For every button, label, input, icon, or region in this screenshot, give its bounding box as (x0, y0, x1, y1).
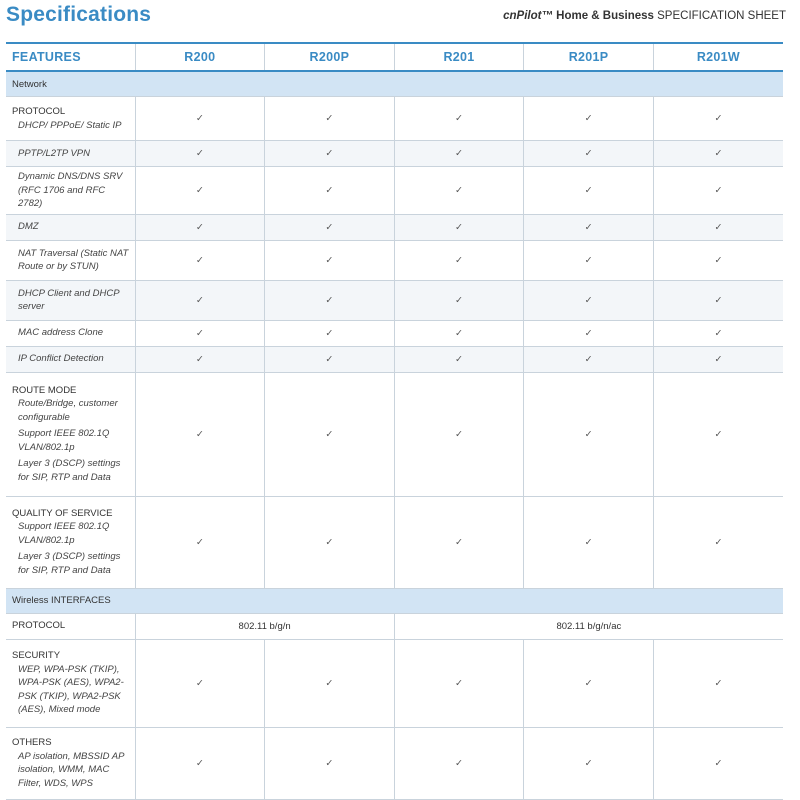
check-icon: ✓ (394, 280, 524, 320)
check-icon: ✓ (265, 639, 395, 727)
sheet-title (503, 10, 786, 22)
check-icon: ✓ (524, 240, 654, 280)
feature-cell (6, 280, 135, 320)
check-icon: ✓ (135, 280, 265, 320)
feature-heading: QUALITY OF SERVICE (12, 507, 113, 519)
feature-item: MAC address Clone (18, 327, 104, 339)
feature-item: DMZ (18, 221, 39, 233)
feature-heading: ROUTE MODE (12, 384, 77, 396)
feature-heading: PROTOCOL (12, 620, 66, 632)
check-icon: ✓ (394, 167, 524, 215)
check-icon: ✓ (265, 141, 395, 167)
check-icon: ✓ (653, 214, 783, 240)
check-icon: ✓ (524, 639, 654, 727)
table-row (6, 320, 783, 346)
check-icon: ✓ (394, 727, 524, 799)
check-icon: ✓ (265, 727, 395, 799)
check-icon: ✓ (653, 727, 783, 799)
feature-item: WEP, WPA-PSK (TKIP), WPA-PSK (AES), WPA2-PSK (TKIP), WPA2-PSK (AES), Mixed mode (18, 663, 124, 716)
check-icon: ✓ (135, 141, 265, 167)
check-icon: ✓ (394, 320, 524, 346)
check-icon: ✓ (265, 372, 395, 496)
sheet-label: SPECIFICATION SHEET (657, 10, 786, 22)
check-icon: ✓ (524, 346, 654, 372)
check-icon: ✓ (265, 320, 395, 346)
model-header: R200P (265, 43, 395, 71)
check-icon: ✓ (135, 240, 265, 280)
table-row (6, 167, 783, 215)
feature-item: DHCP Client and DHCP server (18, 287, 120, 312)
check-icon: ✓ (135, 320, 265, 346)
feature-heading: OTHERS (12, 737, 52, 748)
brand-line: Home & Business (556, 10, 654, 22)
section-wireless (6, 588, 783, 613)
table-row-qos (6, 496, 783, 588)
check-icon: ✓ (394, 372, 524, 496)
table-header-row (6, 43, 783, 71)
section-label: Wireless INTERFACES (6, 588, 783, 613)
table-row (6, 280, 783, 320)
feature-cell (6, 320, 135, 346)
feature-cell (6, 727, 135, 799)
feature-item: Route/Bridge, customer configurable (18, 398, 118, 423)
check-icon: ✓ (394, 496, 524, 588)
check-icon: ✓ (135, 639, 265, 727)
model-header: R200 (135, 43, 265, 71)
check-icon: ✓ (394, 240, 524, 280)
check-icon: ✓ (524, 167, 654, 215)
check-icon: ✓ (653, 320, 783, 346)
feature-cell (6, 141, 135, 167)
check-icon: ✓ (653, 240, 783, 280)
check-icon: ✓ (265, 97, 395, 141)
check-icon: ✓ (135, 727, 265, 799)
feature-cell (6, 496, 135, 588)
feature-heading: SECURITY (12, 650, 61, 662)
feature-item: AP isolation, MBSSID AP isolation, WMM, MAC Filter, WDS, WPS (18, 750, 125, 789)
check-icon: ✓ (394, 346, 524, 372)
feature-item: Support IEEE 802.1Q VLAN/802.1p (18, 428, 110, 453)
check-icon: ✓ (653, 639, 783, 727)
check-icon: ✓ (265, 496, 395, 588)
check-icon: ✓ (394, 214, 524, 240)
protocol-value: 802.11 b/g/n/ac (394, 613, 783, 639)
check-icon: ✓ (653, 97, 783, 141)
feature-cell (6, 214, 135, 240)
feature-cell (6, 639, 135, 727)
feature-cell (6, 167, 135, 215)
section-network (6, 71, 783, 97)
table-row (6, 214, 783, 240)
check-icon: ✓ (135, 346, 265, 372)
feature-item: PPTP/L2TP VPN (18, 147, 90, 159)
check-icon: ✓ (265, 280, 395, 320)
protocol-value: 802.11 b/g/n (135, 613, 394, 639)
model-header: R201W (653, 43, 783, 71)
check-icon: ✓ (524, 496, 654, 588)
feature-cell (6, 97, 135, 141)
feature-item: IP Conflict Detection (18, 353, 104, 365)
model-header: R201 (394, 43, 524, 71)
check-icon: ✓ (394, 141, 524, 167)
feature-heading: PROTOCOL (12, 106, 66, 117)
check-icon: ✓ (524, 214, 654, 240)
features-header: FEATURES (6, 43, 135, 71)
check-icon: ✓ (135, 372, 265, 496)
check-icon: ✓ (265, 167, 395, 215)
feature-cell (6, 372, 135, 496)
check-icon: ✓ (135, 496, 265, 588)
check-icon: ✓ (265, 214, 395, 240)
feature-item: Dynamic DNS/DNS SRV (RFC 1706 and RFC 2782) (18, 171, 123, 209)
check-icon: ✓ (653, 346, 783, 372)
check-icon: ✓ (524, 280, 654, 320)
check-icon: ✓ (524, 97, 654, 141)
feature-cell (6, 240, 135, 280)
check-icon: ✓ (135, 167, 265, 215)
check-icon: ✓ (653, 280, 783, 320)
check-icon: ✓ (265, 346, 395, 372)
check-icon: ✓ (653, 141, 783, 167)
spec-table (6, 42, 783, 800)
table-row-route-mode (6, 372, 783, 496)
check-icon: ✓ (394, 639, 524, 727)
check-icon: ✓ (524, 320, 654, 346)
page-title: Specifications (6, 3, 152, 26)
feature-item: NAT Traversal (Static NAT Route or by STUN) (18, 247, 129, 272)
check-icon: ✓ (135, 97, 265, 141)
brand-name: cnPilot™ (503, 10, 553, 22)
table-row-others (6, 727, 783, 799)
feature-cell (6, 346, 135, 372)
feature-item: Layer 3 (DSCP) settings for SIP, RTP and Data (18, 458, 121, 483)
table-row-security (6, 639, 783, 727)
feature-item: Layer 3 (DSCP) settings for SIP, RTP and Data (18, 551, 121, 576)
table-row-wireless-protocol (6, 613, 783, 639)
table-row (6, 346, 783, 372)
check-icon: ✓ (524, 141, 654, 167)
check-icon: ✓ (653, 372, 783, 496)
model-header: R201P (524, 43, 654, 71)
check-icon: ✓ (524, 372, 654, 496)
feature-cell (6, 613, 135, 639)
check-icon: ✓ (135, 214, 265, 240)
check-icon: ✓ (524, 727, 654, 799)
check-icon: ✓ (653, 167, 783, 215)
check-icon: ✓ (265, 240, 395, 280)
feature-item: DHCP/ PPPoE/ Static IP (18, 119, 122, 131)
check-icon: ✓ (394, 97, 524, 141)
feature-item: Support IEEE 802.1Q VLAN/802.1p (18, 521, 110, 546)
section-label: Network (6, 71, 783, 97)
table-row (6, 97, 783, 141)
table-row (6, 240, 783, 280)
table-row (6, 141, 783, 167)
check-icon: ✓ (653, 496, 783, 588)
